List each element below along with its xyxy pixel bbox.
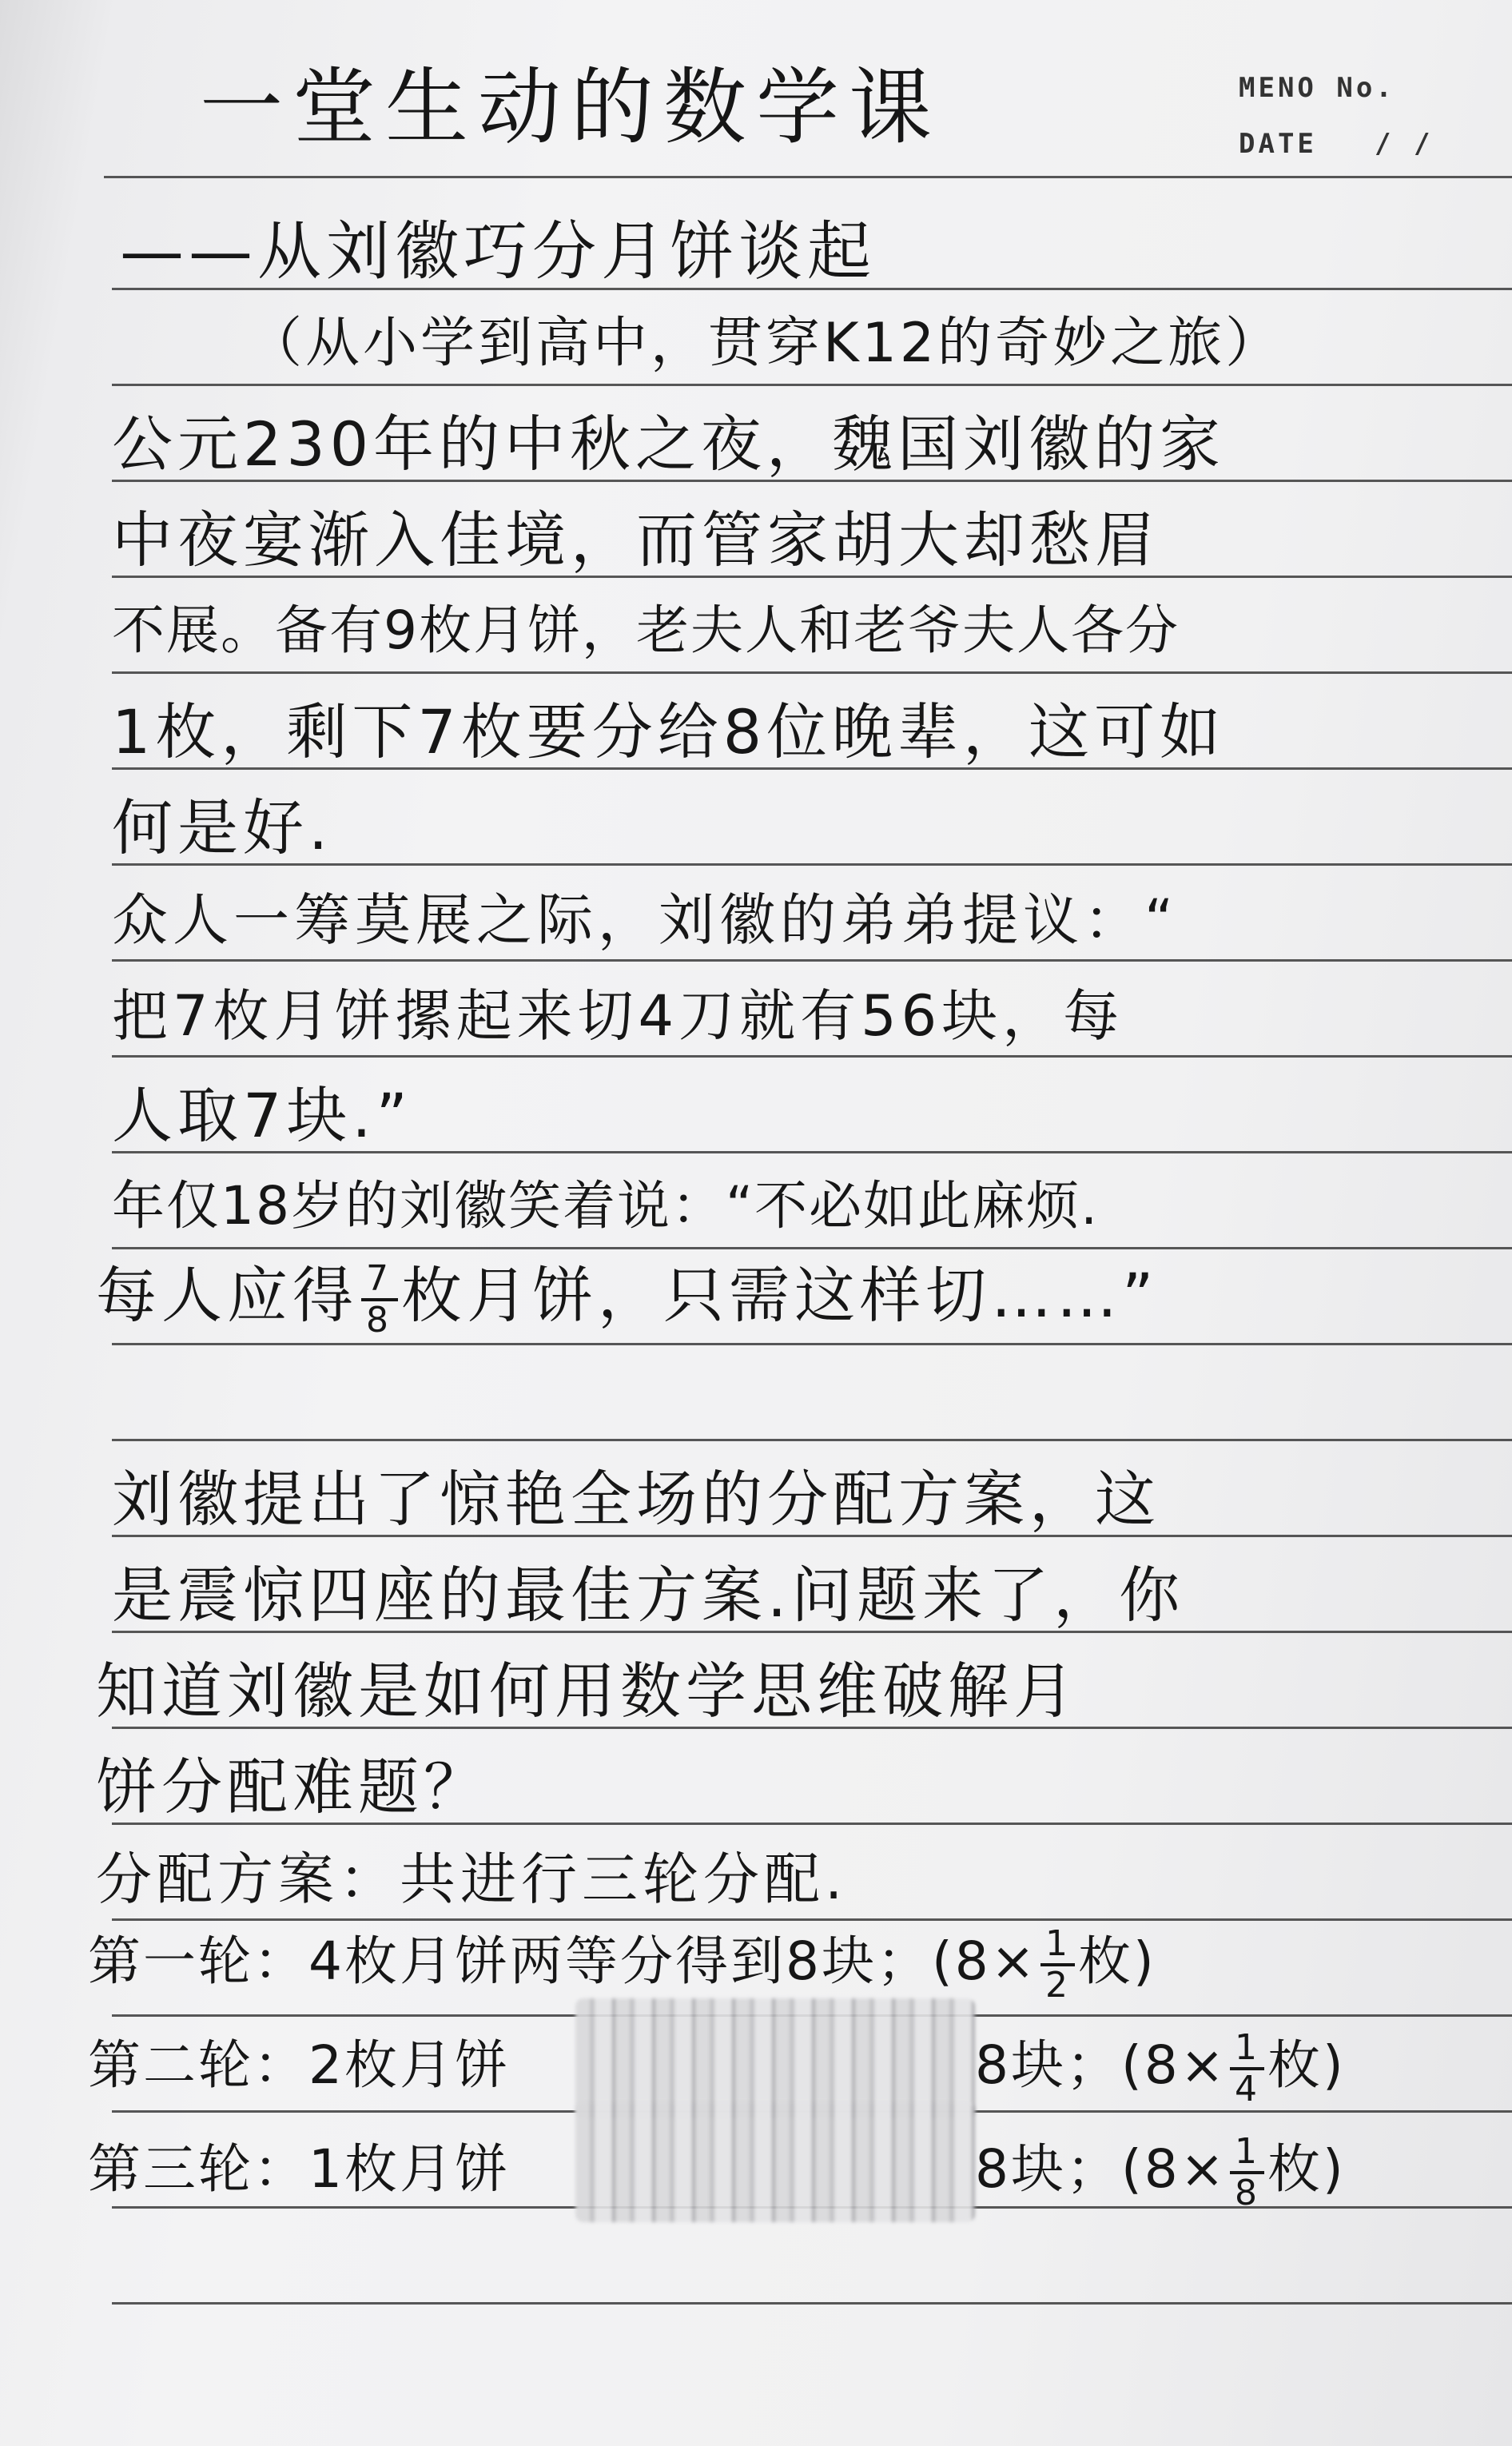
text-line: 知道刘徽是如何用数学思维破解月 (96, 1655, 1079, 1727)
fraction-denominator: 4 (1235, 2068, 1260, 2109)
text-line: 公元230年的中秋之夜，魏国刘徽的家 (112, 408, 1226, 480)
text-line: 分配方案：共进行三轮分配. (96, 1846, 848, 1912)
fraction-numerator: 1 (1230, 2030, 1264, 2070)
ruled-line (112, 2302, 1512, 2305)
fraction-denominator: 8 (1235, 2172, 1260, 2213)
fraction-numerator: 7 (361, 1261, 398, 1301)
round-unit: 枚) (1078, 1930, 1156, 1992)
fraction (1230, 2130, 1264, 2213)
fraction-numerator: 1 (1040, 1926, 1075, 1966)
blurred-region (575, 2102, 975, 2222)
text-line: 把7枚月饼摞起来切4刀就有56块，每 (112, 983, 1124, 1049)
round-line-3: 第三轮：1枚月饼 (88, 2138, 510, 2200)
memo-number-label: MENO No. (1239, 72, 1395, 104)
text-line: 年仅18岁的刘徽笑着说：“不必如此麻烦. (112, 1175, 1100, 1237)
round-line-3-tail (975, 2126, 1346, 2211)
fraction-denominator: 8 (366, 1300, 393, 1341)
subtitle: ——从刘徽巧分月饼谈起 (120, 214, 876, 289)
round-unit: 枚) (1267, 2034, 1346, 2096)
text-segment: 枚月饼，只需这样切……” (401, 1260, 1159, 1331)
date-field: / / (1375, 128, 1434, 160)
ruled-line (112, 1055, 1512, 1058)
blurred-region (575, 1998, 975, 2118)
text-line-with-fraction (96, 1247, 1159, 1341)
text-line: 中夜宴渐入佳境，而管家胡大却愁眉 (112, 504, 1160, 576)
fraction-numerator: 1 (1230, 2134, 1264, 2174)
round-line-2-tail (975, 2022, 1346, 2107)
text-line: 何是好. (112, 792, 333, 863)
text-line: 1枚，剩下7枚要分给8位晚辈，这可如 (112, 696, 1226, 767)
text-line: 人取7块.” (112, 1080, 412, 1151)
text-line: 不展。备有9枚月饼，老夫人和老爷夫人各分 (112, 600, 1180, 661)
fraction-denominator: 2 (1045, 1964, 1071, 2006)
round-unit: 枚) (1267, 2138, 1346, 2200)
round-line-1 (88, 1918, 1156, 2006)
fraction (1230, 2026, 1264, 2109)
text-line: 众人一筹莫展之际，刘徽的弟弟提议：“ (112, 887, 1179, 953)
round-line-2: 第二轮：2枚月饼 (88, 2034, 510, 2096)
ruled-line (112, 1343, 1512, 1345)
text-line: 饼分配难题？ (96, 1751, 489, 1823)
round-text: 8块；(8× (975, 2034, 1228, 2096)
ruled-line (112, 671, 1512, 674)
page-title: 一堂生动的数学课 (200, 58, 942, 156)
round-text: 第一轮：4枚月饼两等分得到8块；(8× (88, 1930, 1038, 1992)
subtitle-note: （从小学到高中，贯穿K12的奇妙之旅） (248, 312, 1283, 375)
text-segment: 每人应得 (96, 1260, 358, 1331)
text-line: 是震惊四座的最佳方案.问题来了，你 (112, 1560, 1185, 1631)
fraction (361, 1258, 398, 1341)
ruled-line (112, 384, 1512, 386)
date-label: DATE (1239, 128, 1317, 160)
round-text: 8块；(8× (975, 2138, 1228, 2200)
text-line: 刘徽提出了惊艳全场的分配方案，这 (112, 1464, 1160, 1535)
ruled-line (112, 1439, 1512, 1441)
ruled-line (112, 959, 1512, 962)
ruled-line (104, 176, 1512, 178)
fraction (1040, 1922, 1075, 2006)
